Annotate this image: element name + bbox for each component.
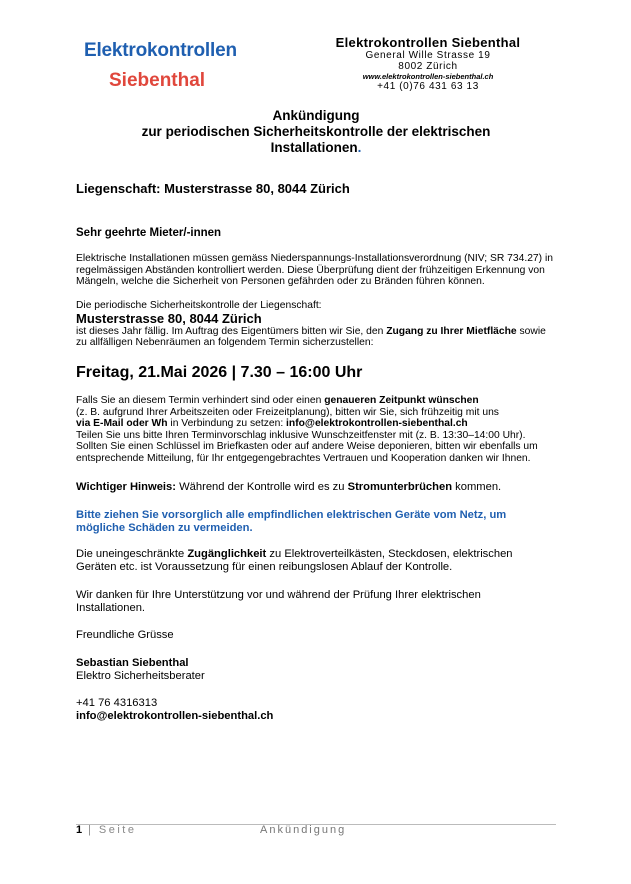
company-website[interactable]: www.elektrokontrollen-siebenthal.ch — [362, 72, 494, 81]
notice-bold: Stromunterbrüchen — [347, 481, 453, 493]
important-notice — [76, 481, 556, 494]
signature-contact — [76, 697, 556, 723]
salutation: Sehr geehrte Mieter/-innen — [76, 227, 222, 239]
contact-d: Teilen Sie uns bitte Ihren Terminvorschlag inklusive Wunschzeitfenster mit (z. B. 13:30–14:00 Uhr). — [76, 429, 526, 441]
property-line: Liegenschaft: Musterstrasse 80, 8044 Zürich — [76, 181, 350, 196]
title-dot: . — [357, 140, 362, 155]
appointment-date: Freitag, 21.Mai 2026 | 7.30 – 16:00 Uhr — [76, 364, 363, 381]
signature-block — [76, 657, 556, 683]
contact-paragraph — [76, 395, 556, 464]
footer-doc-name: Ankündigung — [260, 824, 347, 836]
notice-text: Während der Kontrolle wird es zu — [175, 481, 348, 493]
title-line2: zur periodischen Sicherheitskontrolle der elektrischen — [141, 124, 491, 139]
company-phone: +41 (0)76 431 63 13 — [377, 81, 479, 92]
periodic-text — [76, 326, 556, 349]
thanks-paragraph: Wir danken für Ihre Unterstützung vor und während der Prüfung Ihrer elektrischen Installationen. — [76, 589, 481, 614]
periodic-text-b: sowie zu allfälligen Nebenräumen an folgendem Termin sicherzustellen: — [76, 325, 546, 348]
footer-page-number: 1 — [76, 824, 83, 836]
access-bold: Zugänglichkeit — [187, 548, 267, 560]
contact-a: Falls Sie an diesem Termin verhindert sind oder einen — [76, 395, 325, 406]
intro-paragraph: Elektrische Installationen müssen gemäss Niederspannungs-Installationsverordnung (NIV; SR 734.27) in regelmässigen Abständen kontrolliert werden. Diese Überprüfung dient der frühzeitigen Erkennung von Mängeln, welche die Sicherheit von Personen gefährden oder zu Bränden führen können. — [76, 253, 553, 287]
notice-label: Wichtiger Hinweis: — [76, 481, 176, 493]
contact-c: in Verbindung zu setzen: — [167, 418, 287, 429]
contact-a-bold: genaueren Zeitpunkt wünschen — [324, 395, 479, 406]
access-b: zu Elektroverteilkästen, Steckdosen, elektrischen Geräten etc. ist Voraussetzung für einen reibungslosen Ablauf der Kontrolle. — [76, 548, 513, 573]
periodic-paragraph — [76, 300, 556, 349]
closing: Freundliche Grüsse — [76, 629, 174, 641]
document-title — [80, 108, 552, 156]
contact-e: Sollten Sie einen Schlüssel im Briefkasten oder auf andere Weise deponieren, bitten wir ebenfalls um entsprechende Mitteilung, für Ihr entgegengebrachtes Vertrauen und Kooperation danken wir Ihnen. — [76, 441, 538, 464]
periodic-text-a: ist dieses Jahr fällig. Im Auftrag des Eigentümers bitten wir Sie, den — [76, 325, 387, 337]
company-header — [300, 36, 556, 92]
page-footer — [76, 824, 556, 836]
logo-line1: Elektrokontrollen — [84, 40, 237, 61]
company-name: Elektrokontrollen Siebenthal — [335, 35, 521, 50]
access-paragraph — [76, 548, 546, 574]
periodic-lead: Die periodische Sicherheitskontrolle der Liegenschaft: — [76, 300, 322, 311]
access-a: Die uneingeschränkte — [76, 548, 188, 560]
company-city: 8002 Zürich — [398, 61, 458, 72]
contact-email[interactable]: info@elektrokontrollen-siebenthal.ch — [286, 418, 468, 429]
notice-end: kommen. — [452, 481, 502, 493]
contact-c-bold1: via E-Mail oder Wh — [76, 418, 168, 429]
signature-email[interactable]: info@elektrokontrollen-siebenthal.ch — [76, 710, 274, 722]
logo-line2: Siebenthal — [109, 70, 206, 91]
periodic-text-bold: Zugang zu Ihrer Mietfläche — [386, 325, 517, 337]
footer-page-label: | Seite — [88, 824, 137, 836]
company-street: General Wille Strasse 19 — [365, 50, 491, 61]
signature-phone: +41 76 4316313 — [76, 697, 158, 709]
periodic-address: Musterstrasse 80, 8044 Zürich — [76, 310, 262, 326]
title-line3: Installationen — [270, 140, 358, 155]
signature-name: Sebastian Siebenthal — [76, 657, 189, 669]
contact-b: (z. B. aufgrund Ihrer Arbeitszeiten oder Freizeitplanung), bitten wir Sie, sich frühzeitig mit uns — [76, 406, 499, 418]
warning-text: Bitte ziehen Sie vorsorglich alle empfindlichen elektrischen Geräte vom Netz, um mögliche Schäden zu vermeiden. — [76, 509, 507, 534]
title-line1: Ankündigung — [272, 108, 360, 123]
signature-role: Elektro Sicherheitsberater — [76, 670, 205, 682]
